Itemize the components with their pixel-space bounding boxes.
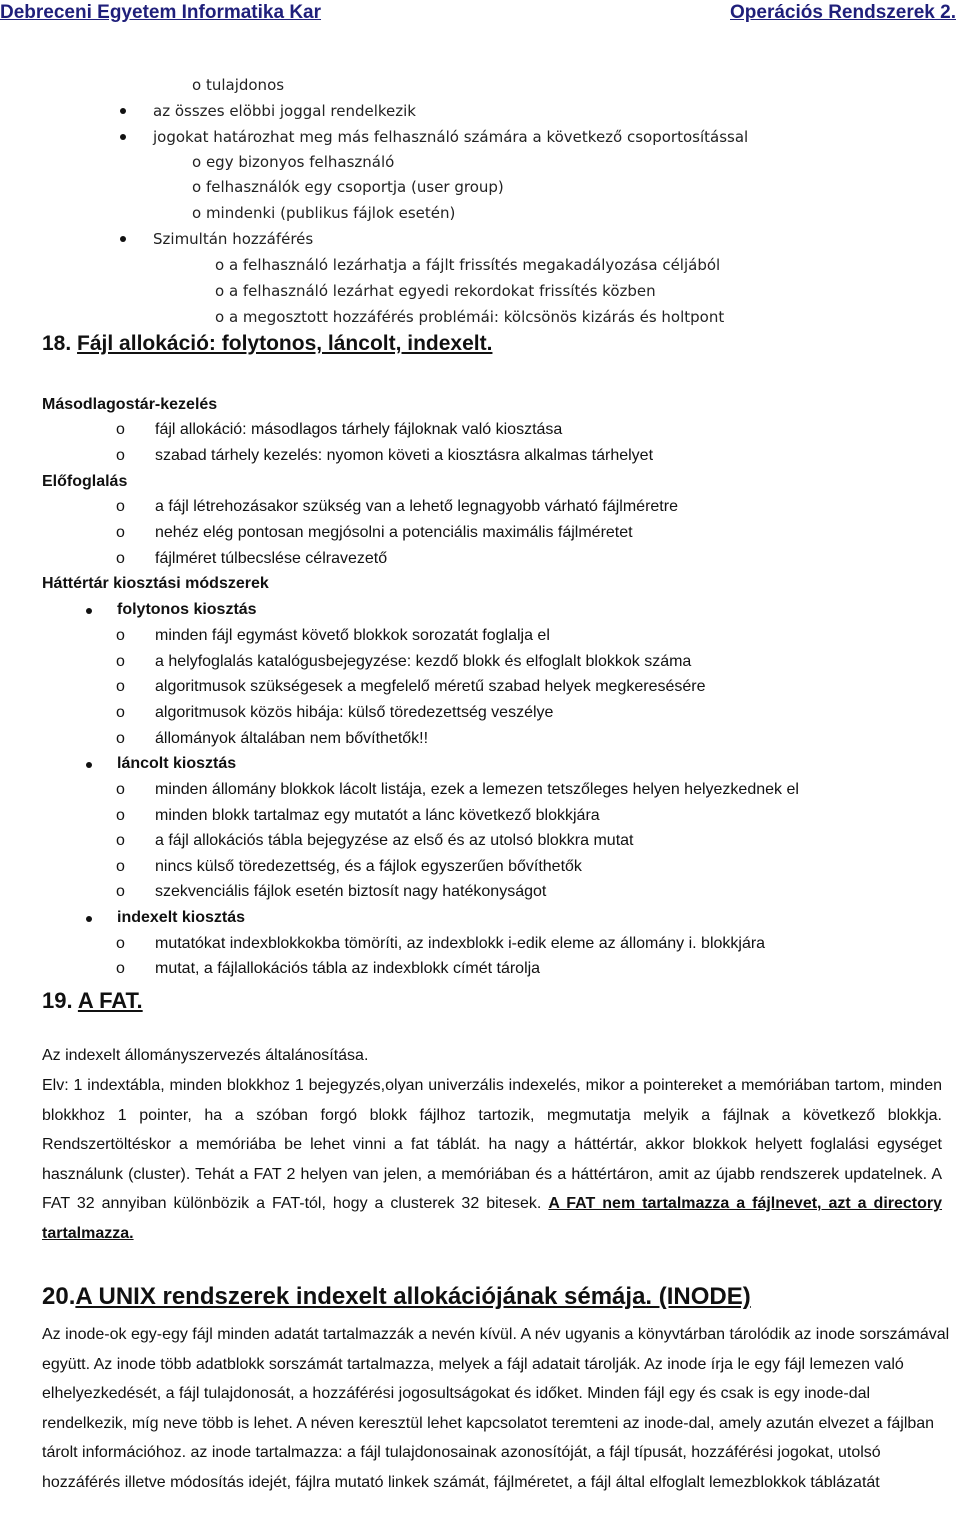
intro-subitem: o a felhasználó lezárhat egyedi rekordokat frissítés közben: [215, 282, 656, 300]
list-item: fájl allokáció: másodlagos tárhely fájloknak való kiosztása: [155, 421, 563, 438]
circle-bullet-icon: o: [116, 550, 125, 567]
circle-bullet-icon: o: [116, 447, 125, 464]
circle-bullet-icon: o: [116, 627, 125, 644]
bullet-icon: [86, 908, 92, 928]
list-item: algoritmusok közös hibája: külső töredezettség veszélye: [155, 704, 554, 721]
circle-bullet-icon: o: [116, 883, 125, 900]
group-title-lancolt: láncolt kiosztás: [117, 755, 237, 772]
section-20-number: 20.: [42, 1283, 76, 1310]
section-18-number: 18.: [42, 332, 72, 355]
section-19-title: A FAT.: [77, 988, 143, 1013]
intro-item-owner: o tulajdonos: [192, 76, 285, 94]
circle-bullet-icon: o: [116, 421, 125, 438]
page-header: [0, 0, 960, 26]
circle-bullet-icon: o: [116, 858, 125, 875]
header-right: Operációs Rendszerek 2.: [730, 2, 956, 23]
list-item: nehéz elég pontosan megjósolni a potenciális maximális fájlméretet: [155, 524, 633, 541]
intro-subitem: o egy bizonyos felhasználó: [192, 153, 395, 171]
list-item: a fájl létrehozásakor szükség van a lehető legnagyobb várható fájlméretre: [155, 498, 678, 515]
circle-bullet-icon: o: [116, 730, 125, 747]
section-20-paragraph: Az inode-ok egy-egy fájl minden adatát tartalmazzák a nevén kívül. A név ugyanis a könyvtárban tárolódik az inode sorszámával együtt. Az inode több adatblokk sorszámát tartalmazza, melyek a fájl adatait tárolják. Az inode írja le egy fájl lemezen való elhelyezkedését, a fájl tulajdonosát, a hozzáférési jogosultságokat és időket. Minden fájl egy és csak is egy inode-dal rendelkezik, míg neve több is lehet. A néven keresztül lehet kapcsolatot teremteni az inode-dal, amely azután elvezet a fájlban tárolt információhoz. az inode tartalmazza: a fájl tulajdonosainak azonosítóját, a fájl típusát, hozzáférési jogokat, utolsó hozzáférés illetve módosítás idejét, fájlra mutató linkek számát, fájlméretet, a fájl által elfoglalt lemezblokkok táblázatát: [42, 1326, 950, 1491]
group-title-indexelt: indexelt kiosztás: [117, 909, 246, 926]
section-20-heading: [42, 1283, 751, 1311]
list-item: algoritmusok szükségesek a megfelelő méretű szabad helyek megkeresésére: [155, 678, 706, 695]
section-18-title: Fájl allokáció: folytonos, láncolt, indexelt.: [77, 332, 493, 355]
bullet-icon: [120, 126, 126, 146]
circle-bullet-icon: o: [116, 653, 125, 670]
section-19-emphasis: A FAT nem tartalmazza a fájlnevet, azt a directory tartalmazza.: [42, 1195, 943, 1242]
intro-item: az összes elöbbi joggal rendelkezik: [153, 102, 416, 120]
list-item: mutatókat indexblokkokba tömöríti, az indexblokk i-edik eleme az állomány i. blokkjára: [155, 935, 766, 952]
list-item: szabad tárhely kezelés: nyomon követi a kiosztásra alkalmas tárhelyet: [155, 447, 654, 464]
section-18-heading: [42, 332, 492, 356]
intro-subitem: o felhasználók egy csoportja (user group): [192, 178, 504, 196]
list-item: minden fájl egymást követő blokkok sorozatát foglalja el: [155, 627, 550, 644]
list-item: nincs külső töredezettség, és a fájlok egyszerűen bővíthetők: [155, 858, 582, 875]
section-19-paragraph: [42, 1071, 942, 1248]
subheading-hattertar: Háttértár kiosztási módszerek: [42, 575, 269, 592]
list-item: fájlméret túlbecslése célravezető: [155, 550, 388, 567]
circle-bullet-icon: o: [116, 781, 125, 798]
bullet-icon: [86, 600, 92, 620]
list-item: minden állomány blokkok lácolt listája, ezek a lemezen tetszőleges helyen helyezkednek el: [155, 781, 799, 798]
list-item: mutat, a fájlallokációs tábla az indexblokk címét tárolja: [155, 960, 541, 977]
circle-bullet-icon: o: [116, 678, 125, 695]
bullet-icon: [120, 100, 126, 120]
circle-bullet-icon: o: [116, 704, 125, 721]
list-item: a fájl allokációs tábla bejegyzése az első és az utolsó blokkra mutat: [155, 832, 634, 849]
intro-subitem: o mindenki (publikus fájlok esetén): [192, 204, 456, 222]
bullet-icon: [86, 754, 92, 774]
intro-subitem: o a megosztott hozzáférés problémái: kölcsönös kizárás és holtpont: [215, 308, 725, 326]
section-19-body: Elv: 1 indextábla, minden blokkhoz 1 bejegyzés,olyan univerzális indexelés, mikor a pointereket a memóriában tartom, minden blokkhoz 1 pointer, ha a szóban forgó blokk fájlhoz tartozik, megmutatja melyik a fájlnak a következő blokkja. Rendszertöltéskor a memóriába be lehet vinni a fat táblát. ha nagy a háttértár, akkor blokkok helyett foglalási egységet használunk (cluster). Tehát a FAT 2 helyen van jelen, a memóriában és a háttértáron, amit az újabb rendszerek updatelnek. A FAT 32 annyiban különbözik a FAT-tól, hogy a clusterek 32 bitesek.: [42, 1077, 942, 1212]
circle-bullet-icon: o: [116, 960, 125, 977]
section-19-intro: Az indexelt állományszervezés általánosítása.: [42, 1047, 369, 1064]
list-item: minden blokk tartalmaz egy mutatót a lánc következő blokkjára: [155, 807, 600, 824]
section-20-title: A UNIX rendszerek indexelt allokációjának sémája. (INODE): [75, 1283, 751, 1310]
header-left: Debreceni Egyetem Informatika Kar: [0, 2, 322, 23]
circle-bullet-icon: o: [116, 832, 125, 849]
intro-subitem: o a felhasználó lezárhatja a fájlt frissítés megakadályozása céljából: [215, 256, 721, 274]
subheading-elofoglalas: Előfoglalás: [42, 473, 128, 490]
circle-bullet-icon: o: [116, 807, 125, 824]
subheading-masodlagostar: Másodlagostár-kezelés: [42, 396, 218, 413]
list-item: állományok általában nem bővíthetők!!: [155, 730, 429, 747]
section-19-heading: [42, 988, 143, 1014]
group-title-folytonos: folytonos kiosztás: [117, 601, 257, 618]
list-item: a helyfoglalás katalógusbejegyzése: kezdő blokk és elfoglalt blokkok száma: [155, 653, 692, 670]
intro-item: jogokat határozhat meg más felhasználó számára a következő csoportosítással: [153, 128, 749, 146]
circle-bullet-icon: o: [116, 524, 125, 541]
intro-item: Szimultán hozzáférés: [153, 230, 314, 248]
list-item: szekvenciális fájlok esetén biztosít nagy hatékonyságot: [155, 883, 547, 900]
bullet-icon: [120, 228, 126, 248]
circle-bullet-icon: o: [116, 935, 125, 952]
circle-bullet-icon: o: [116, 498, 125, 515]
section-19-number: 19.: [42, 988, 73, 1013]
